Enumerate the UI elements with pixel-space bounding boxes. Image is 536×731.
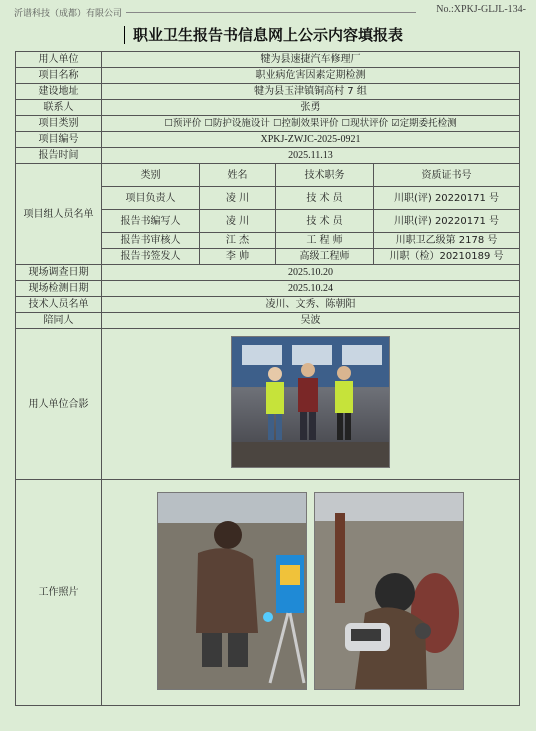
member-cert: 川职卫乙级第 2178 号: [374, 233, 520, 249]
disclosure-form-table: [15, 51, 520, 706]
technicians-value: 凌川、文秀、陈朝阳: [102, 297, 520, 313]
member-name: 李 帅: [200, 249, 276, 265]
project-no-value: XPKJ-ZWJC-2025-0921: [102, 132, 520, 148]
member-title: 工 程 师: [276, 233, 374, 249]
work-photos-cell: [102, 480, 520, 706]
group-photo-illustration: [232, 337, 389, 467]
member-cert: 川职(评) 20220171 号: [374, 210, 520, 233]
work-photo-2-illustration: [315, 493, 463, 689]
team-header-title: 技术职务: [276, 164, 374, 187]
report-time-label: 报告时间: [16, 148, 102, 164]
survey-date-label: 现场调查日期: [16, 265, 102, 281]
technicians-label: 技术人员名单: [16, 297, 102, 313]
work-photo-2: [314, 492, 464, 690]
member-role: 报告书审核人: [102, 233, 200, 249]
address-value: 犍为县玉津镇铜高村 7 组: [102, 84, 520, 100]
team-header-cert: 资质证书号: [374, 164, 520, 187]
address-label: 建设地址: [16, 84, 102, 100]
checkbox-control-effect[interactable]: ☐控制效果评价: [272, 118, 339, 129]
company-header: 沂谱科技（成都）有限公司: [14, 9, 123, 19]
text-cursor: [124, 26, 125, 44]
checkbox-periodic-testing[interactable]: ☑定期委托检测: [391, 118, 457, 129]
header-rule: [126, 12, 416, 13]
contact-label: 联系人: [16, 100, 102, 116]
contact-value: 张勇: [102, 100, 520, 116]
project-name-value: 职业病危害因素定期检测: [102, 68, 520, 84]
member-name: 江 杰: [200, 233, 276, 249]
member-role: 报告书签发人: [102, 249, 200, 265]
member-name: 凌 川: [200, 210, 276, 233]
accompany-value: 吴波: [102, 313, 520, 329]
work-photo-1-illustration: [158, 493, 306, 689]
checkbox-pre-evaluation[interactable]: ☐预评价: [164, 118, 202, 129]
checkbox-protection-design[interactable]: ☐防护设施设计: [204, 118, 270, 129]
employer-label: 用人单位: [16, 52, 102, 68]
member-role: 项目负责人: [102, 187, 200, 210]
survey-date-value: 2025.10.20: [102, 265, 520, 281]
group-photo-label: 用人单位合影: [16, 329, 102, 480]
member-title: 技 术 员: [276, 210, 374, 233]
test-date-value: 2025.10.24: [102, 281, 520, 297]
checkbox-status-evaluation[interactable]: ☐现状评价: [341, 118, 389, 129]
member-cert: 川职(评) 20220171 号: [374, 187, 520, 210]
member-name: 凌 川: [200, 187, 276, 210]
report-time-value: 2025.11.13: [102, 148, 520, 164]
member-title: 技 术 员: [276, 187, 374, 210]
team-header-role: 类别: [102, 164, 200, 187]
group-photo-cell: [102, 329, 520, 480]
page-title: 职业卫生报告书信息网上公示内容填报表: [132, 26, 403, 44]
project-name-label: 项目名称: [16, 68, 102, 84]
team-header-name: 姓名: [200, 164, 276, 187]
test-date-label: 现场检测日期: [16, 281, 102, 297]
category-options: [102, 116, 520, 132]
work-photo-1: [157, 492, 307, 690]
team-label: 项目组人员名单: [16, 164, 102, 265]
group-photo-image: [231, 336, 390, 468]
accompany-label: 陪同人: [16, 313, 102, 329]
member-title: 高级工程师: [276, 249, 374, 265]
category-label: 项目类别: [16, 116, 102, 132]
member-role: 报告书编写人: [102, 210, 200, 233]
employer-value: 犍为县速捷汽车修理厂: [102, 52, 520, 68]
document-number: No.:XPKJ-GLJL-134-: [436, 4, 526, 15]
member-cert: 川职（检）20210189 号: [374, 249, 520, 265]
work-photos-label: 工作照片: [16, 480, 102, 706]
project-no-label: 项目编号: [16, 132, 102, 148]
